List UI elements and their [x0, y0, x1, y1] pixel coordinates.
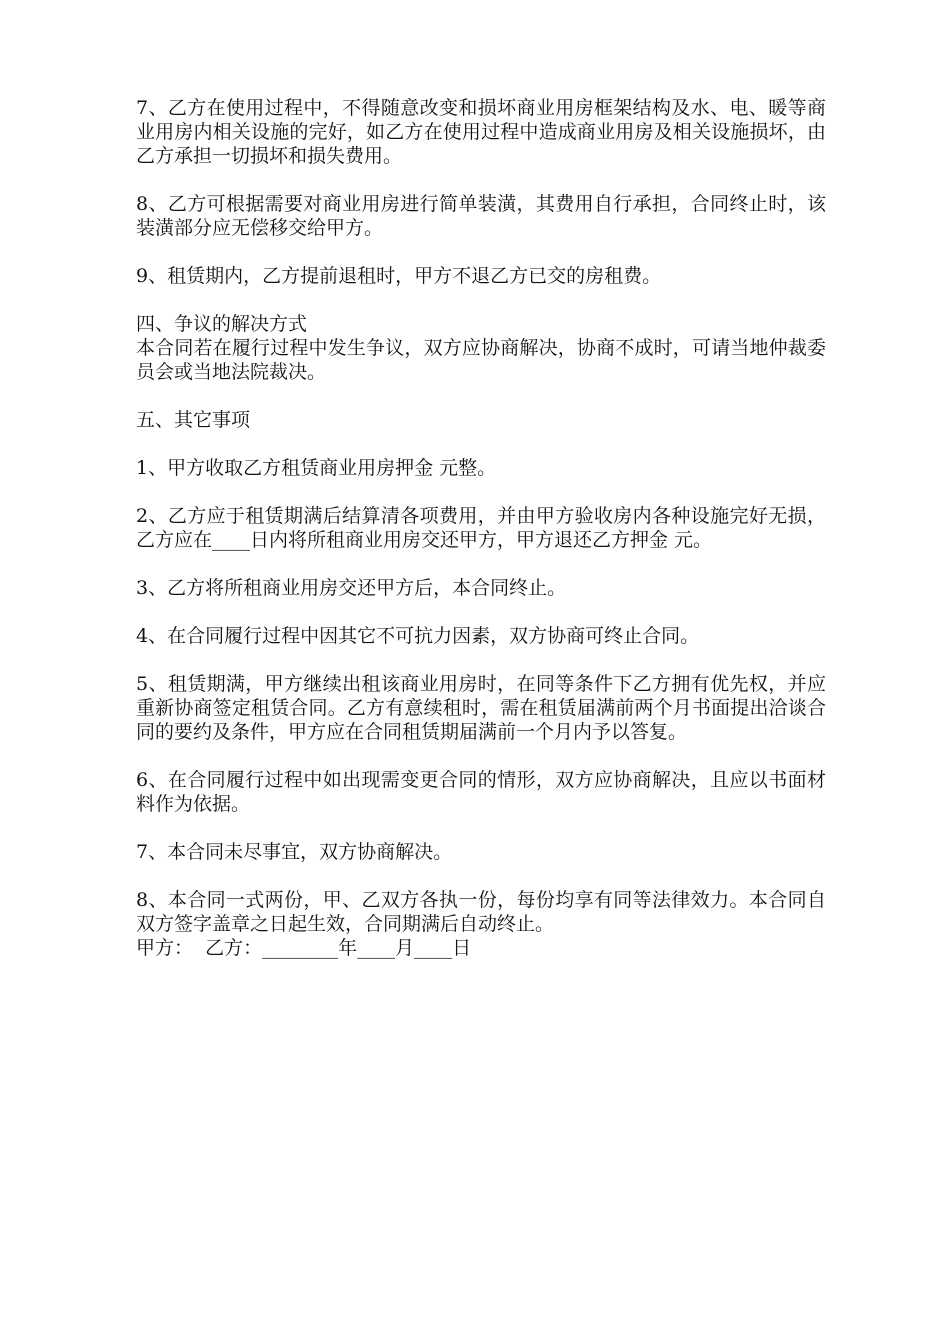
- other-clause-8-copies: 8、本合同一式两份，甲、乙双方各执一份，每份均享有同等法律效力。本合同自双方签字盖章之日起生效，合同期满后自动终止。: [136, 889, 826, 935]
- dispute-resolution-text: 本合同若在履行过程中发生争议，双方应协商解决，协商不成时，可请当地仲裁委员会或当地法院裁决。: [136, 337, 826, 383]
- clause-9-early-termination: 9、租赁期内，乙方提前退租时，甲方不退乙方已交的房租费。: [136, 265, 662, 287]
- other-clause-4-force-majeure: 4、在合同履行过程中因其它不可抗力因素，双方协商可终止合同。: [136, 625, 700, 647]
- section-heading-dispute: 四、争议的解决方式: [136, 313, 308, 335]
- section-heading-other-matters: 五、其它事项: [136, 409, 251, 431]
- other-clause-1-deposit: 1、甲方收取乙方租赁商业用房押金 元整。: [136, 457, 497, 479]
- signature-line: 甲方： 乙方：________年____月____日: [136, 937, 472, 959]
- other-clause-5-renewal: 5、租赁期满，甲方继续出租该商业用房时，在同等条件下乙方拥有优先权，并应重新协商签定租赁合同。乙方有意续租时，需在租赁届满前两个月书面提出洽谈合同的要约及条件，甲方应在合同租赁期届满前一个月内予以答复。: [136, 673, 826, 743]
- other-clause-3-termination: 3、乙方将所租商业用房交还甲方后，本合同终止。: [136, 577, 567, 599]
- clause-7-facilities: 7、乙方在使用过程中，不得随意改变和损坏商业用房框架结构及水、电、暖等商业用房内相关设施的完好，如乙方在使用过程中造成商业用房及相关设施损坏，由乙方承担一切损坏和损失费用。: [136, 97, 826, 167]
- other-clause-7-unresolved: 7、本合同未尽事宜，双方协商解决。: [136, 841, 453, 863]
- contract-body: [136, 96, 826, 960]
- other-clause-2-settlement: 2、乙方应于租赁期满后结算清各项费用，并由甲方验收房内各种设施完好无损，乙方应在____日内将所租商业用房交还甲方，甲方退还乙方押金 元。: [136, 505, 826, 551]
- other-clause-6-amendment: 6、在合同履行过程中如出现需变更合同的情形，双方应协商解决，且应以书面材料作为依据。: [136, 769, 826, 815]
- clause-8-decoration: 8、乙方可根据需要对商业用房进行简单装潢，其费用自行承担，合同终止时，该装潢部分应无偿移交给甲方。: [136, 193, 826, 239]
